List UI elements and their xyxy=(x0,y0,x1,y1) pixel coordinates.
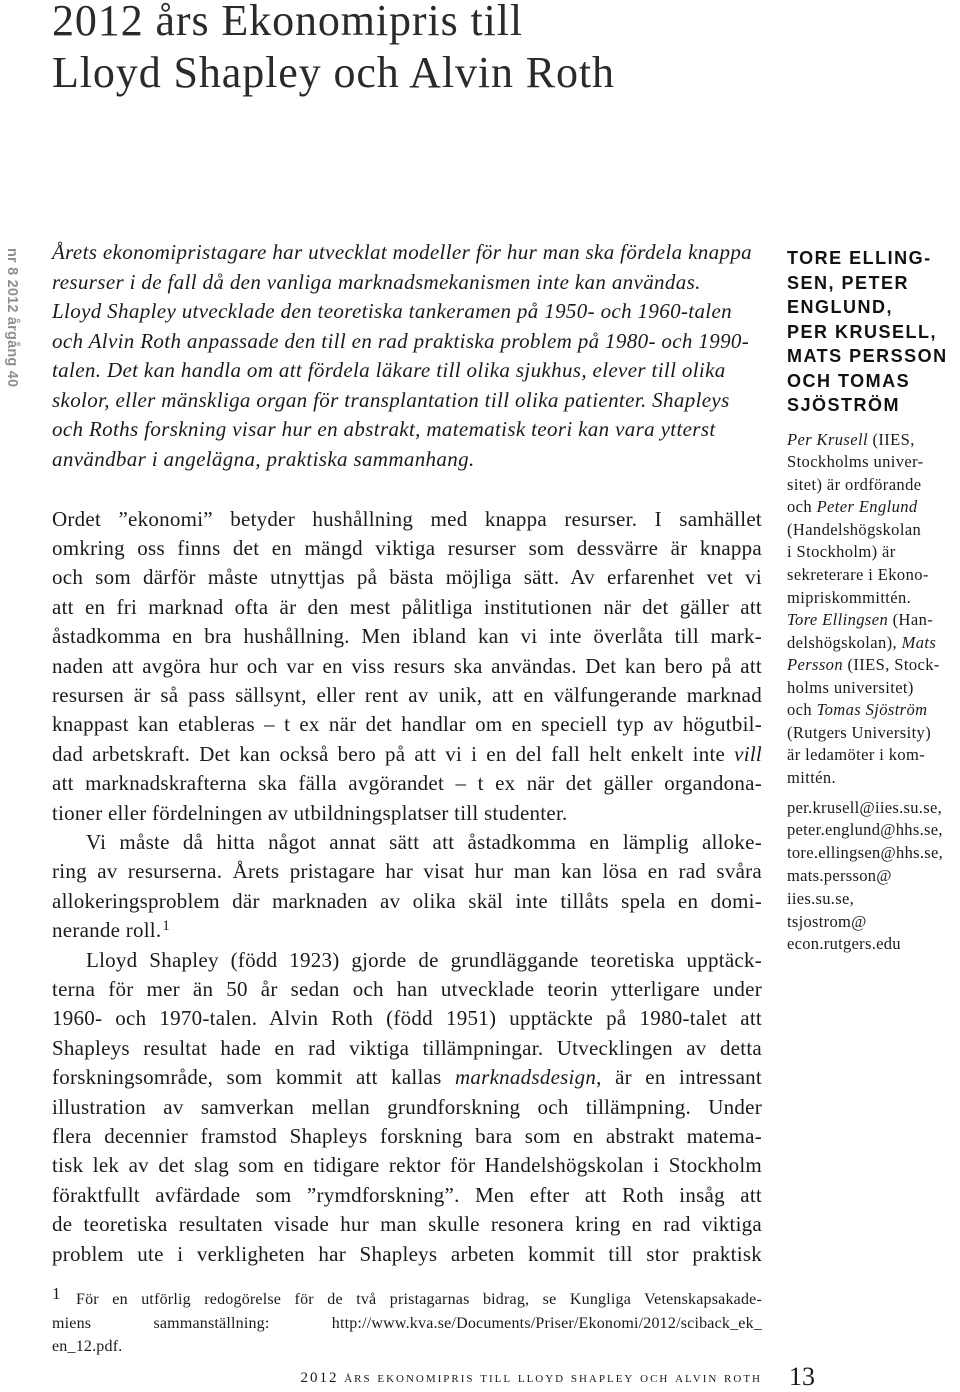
author-name-line: SEN, PETER xyxy=(787,272,910,293)
bio-line: sekreterare i Ekono- xyxy=(787,564,929,584)
footnote-line xyxy=(52,1284,762,1312)
body-line: illustration av samverkan mellan grundforskning och tillämpning. Under xyxy=(52,1094,762,1119)
body-line: att en fri marknad ofta är den mest pålitliga institutionen när det gäller att xyxy=(52,594,762,619)
body-line: åstadkomma en bra hushållning. Men ibland kan vi inte överlåta till mark- xyxy=(52,624,762,649)
person-name: Mats xyxy=(901,632,937,652)
body-line xyxy=(52,740,762,769)
footnote-line: en_12.pdf. xyxy=(52,1338,123,1356)
bio-line: sitet) är ordförande xyxy=(787,474,922,494)
lead-line: användbar i angelägna, praktiska sammanhang. xyxy=(52,446,475,471)
person-name: Per Krusell xyxy=(787,429,868,449)
bio-text-run: (IIES, xyxy=(867,429,915,449)
body-paragraph-3 xyxy=(52,946,762,1269)
body-line: Ordet ”ekonomi” betyder hushållning med knappa resurser. I samhället xyxy=(52,506,762,531)
lead-line: Årets ekonomipristagare har utvecklat modeller för hur man ska fördela knappa xyxy=(52,240,753,265)
article-title-line-2: Lloyd Shapley och Alvin Roth xyxy=(52,48,615,97)
article-title-line-1: 2012 års Ekonomipris till xyxy=(52,0,524,45)
lead-line: Lloyd Shapley utvecklade den teoretiska tankeramen på 1950- och 1960-talen xyxy=(52,299,733,324)
body-line: resursen är så pass sällsynt, eller rent av unik, att en välfungerande marknad xyxy=(52,682,762,707)
body-line: tisk lek av det slag som en tidigare rektor för Handelshögskolan i Stockholm xyxy=(52,1153,762,1178)
author-name-line: OCH TOMAS xyxy=(787,370,911,391)
author-name-line: SJÖSTRÖM xyxy=(787,395,901,415)
email-line: iies.su.se, xyxy=(787,888,855,908)
bio-text-run: och xyxy=(787,700,817,720)
person-name: Persson xyxy=(787,655,843,675)
email-line: econ.rutgers.edu xyxy=(787,934,901,954)
body-line: Shapleys resultat hade en rad viktiga tillämpningar. Utvecklingen av detta xyxy=(52,1035,762,1060)
body-line xyxy=(52,1063,762,1092)
footnote xyxy=(52,1284,762,1359)
person-name: Tore Ellingsen xyxy=(787,610,889,630)
body-text-run: forskningsområde, som kommit att kallas xyxy=(52,1065,455,1090)
bio-line: i Stockholm) är xyxy=(787,542,896,562)
emphasized-word: vill xyxy=(734,741,762,766)
body-line: problem ute i verkligheten har Shapleys arbeten kommit till stor praktisk xyxy=(52,1241,762,1266)
body-line: naden att avgöra hur och var en viss resurs ska användas. Det kan bero på att xyxy=(52,653,762,678)
footnote-line: miens sammanställning: http://www.kva.se/Documents/Priser/Ekonomi/2012/sciback_ek_ xyxy=(52,1314,762,1332)
issue-label: nr 8 2012 årgång 40 xyxy=(4,248,20,388)
bio-line: mittén. xyxy=(787,767,837,787)
body-line xyxy=(52,916,762,945)
author-emails xyxy=(787,797,943,957)
author-name-line: PER KRUSELL, xyxy=(787,321,938,342)
body-paragraph-1 xyxy=(52,505,762,828)
lead-line: talen. Det kan handla om att fördela läkare till olika sjukhus, elever till olika xyxy=(52,358,726,383)
bio-line: holms universitet) xyxy=(787,677,914,697)
body-text-run: nerande roll. xyxy=(52,918,162,943)
lead-line: och Roths forskning visar hur en abstrakt, matematisk teori kan vara ytterst xyxy=(52,417,716,442)
bio-line: Stockholms univer- xyxy=(787,452,924,472)
lead-line: skolor, eller mänskliga organ för transplantation till olika patienter. Shapleys xyxy=(52,387,730,412)
page-number: 13 xyxy=(789,1362,815,1391)
person-name: Peter Englund xyxy=(816,497,918,517)
body-line: föraktfullt avfärdade som ”rymdforskning”. Men efter att Roth insåg att xyxy=(52,1182,762,1207)
email-line: per.krusell@iies.su.se, xyxy=(787,797,942,817)
author-name-line: ENGLUND, xyxy=(787,297,893,317)
body-paragraph-2 xyxy=(52,828,762,946)
running-title: 2012 års ekonomipris till lloyd shapley och alvin roth xyxy=(300,1370,762,1386)
bio-line: är ledamöter i kom- xyxy=(787,745,926,765)
lead-line: resurser i de fall då den vanliga marknadsmekanismen inte kan användas. xyxy=(52,269,701,294)
body-line: flera decennier framstod Shapleys forskning bara som en abstrakt matema- xyxy=(52,1124,762,1149)
author-bio xyxy=(787,429,940,790)
author-sidebar xyxy=(787,0,960,1000)
bio-line xyxy=(787,632,940,655)
author-names xyxy=(787,246,948,418)
lead-line: och Alvin Roth anpassade den till en rad praktiska problem på 1980- och 1990- xyxy=(52,328,750,353)
bio-text-run: och xyxy=(787,497,817,517)
bio-line xyxy=(787,699,940,722)
person-name: Tomas Sjöström xyxy=(816,700,928,720)
footnote-text-run: För en utförlig redogörelse för de två pristagarnas bidrag, se Kungliga Vetenskapsakade- xyxy=(76,1291,762,1309)
body-line: Vi måste då hitta något annat sätt att åstadkomma en lämplig alloke- xyxy=(86,829,762,854)
footnote-reference: 1 xyxy=(162,917,170,934)
body-text-run: dad arbetskraft. Det kan också bero på att vi i en del fall helt enkelt inte xyxy=(52,741,735,766)
email-line: tore.ellingsen@hhs.se, xyxy=(787,843,944,863)
body-line: allokeringsproblem där marknaden av olika skäl inte tillåts spela en domi- xyxy=(52,888,762,913)
bio-line xyxy=(787,496,940,519)
bio-line: (Handelshögskolan xyxy=(787,519,922,539)
author-name-line: MATS PERSSON xyxy=(787,346,948,366)
bio-line xyxy=(787,609,940,632)
emphasized-term: marknadsdesign xyxy=(454,1065,597,1090)
footnote-marker: 1 xyxy=(52,1284,61,1304)
bio-line: (Rutgers University) xyxy=(787,722,932,742)
author-name-line: TORE ELLING- xyxy=(787,248,932,268)
lead-paragraph xyxy=(52,238,762,474)
email-line: peter.englund@hhs.se, xyxy=(787,820,943,840)
body-line: och som därför måste utnyttjas på bästa möjliga sätt. Av erfarenhet vet vi xyxy=(52,565,762,590)
body-line: ring av resurserna. Årets pristagare har visat hur man kan lösa en rad svåra xyxy=(52,859,762,884)
body-line: de teoretiska resultaten visade hur man skulle resonera kring en rad viktiga xyxy=(52,1212,762,1237)
bio-text-run: (IIES, Stock- xyxy=(842,655,940,675)
bio-line: mipriskommittén. xyxy=(787,587,912,607)
body-line: terna för mer än 50 år sedan och han utvecklade teorin ytterligare under xyxy=(52,977,762,1001)
body-line: att marknadskrafterna ska fälla avgörandet – t ex när det gäller organdona- xyxy=(52,771,762,796)
body-line: omkring oss finns det en mängd viktiga resurser som dessvärre är knappa xyxy=(52,535,762,560)
bio-text-run: (Han- xyxy=(888,610,934,630)
email-line: tsjostrom@ xyxy=(787,911,867,931)
bio-line xyxy=(787,654,940,677)
bio-text-run: delshögskolan), xyxy=(787,632,902,652)
bio-line xyxy=(787,429,940,452)
body-line: Lloyd Shapley (född 1923) gjorde de grundläggande teoretiska upptäck- xyxy=(86,947,762,972)
body-text xyxy=(52,505,762,1270)
body-line: 1960- och 1970-talen. Alvin Roth (född 1951) upptäckte på 1980-talet att xyxy=(52,1006,762,1031)
body-line: knappast kan etableras – t ex när det handlar om en speciell typ av högutbil- xyxy=(52,712,762,737)
email-line: mats.persson@ xyxy=(787,865,892,885)
body-line: tioner eller fördelningen av utbildningsplatser till studenter. xyxy=(52,800,568,825)
body-text-run: , är en intressant xyxy=(596,1065,762,1090)
article-title xyxy=(52,0,615,99)
